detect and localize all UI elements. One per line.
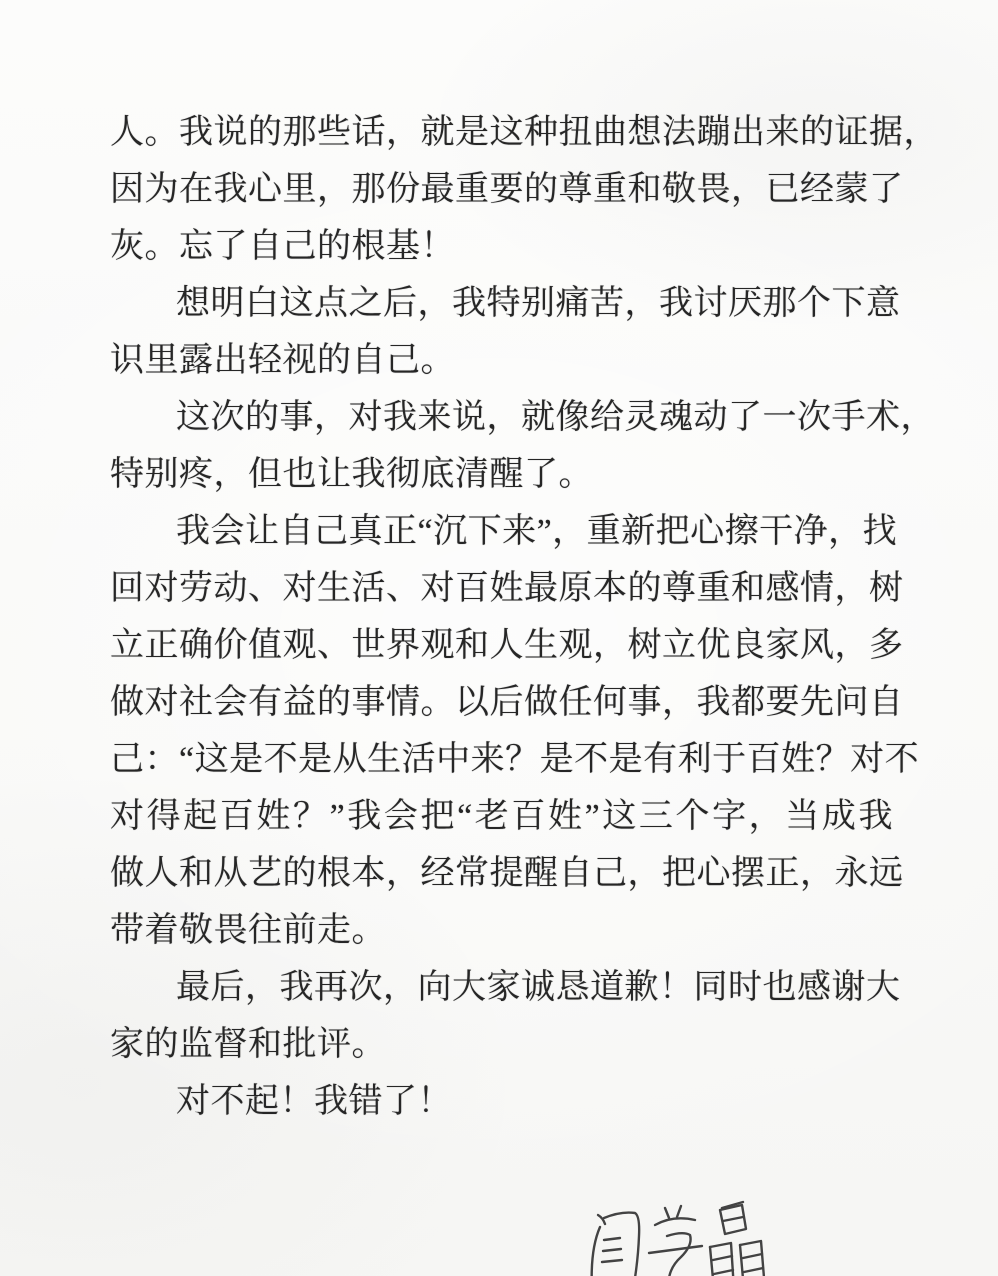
letter-body — [110, 104, 938, 1130]
letter-line: 立正确价值观、世界观和人生观，树立优良家风，多 — [110, 627, 904, 664]
letter-line: 家的监督和批评。 — [110, 1026, 386, 1063]
letter-line: 特别疼，但也让我彻底清醒了。 — [110, 456, 593, 493]
letter-line: 因为在我心里，那份最重要的尊重和敬畏，已经蒙了 — [110, 171, 904, 208]
letter-line: 己：“这是不是从生活中来？是不是有利于百姓？对不 — [110, 741, 920, 778]
letter-line: 做人和从艺的根本，经常提醒自己，把心摆正，永远 — [110, 855, 904, 892]
letter-line: 最后，我再次，向大家诚恳道歉！同时也感谢大 — [176, 969, 901, 1006]
letter-line: 想明白这点之后，我特别痛苦，我讨厌那个下意 — [176, 285, 901, 322]
letter-line: 做对社会有益的事情。以后做任何事，我都要先问自 — [110, 684, 904, 721]
letter-line: 对不起！我错了！ — [176, 1083, 452, 1120]
letter-line: 识里露出轻视的自己。 — [110, 342, 455, 379]
letter-line: 人。我说的那些话，就是这种扭曲想法蹦出来的证据， — [110, 114, 938, 151]
letter-line: 对得起百姓？”我会把“老百姓”这三个字，当成我 — [110, 798, 893, 835]
letter-line: 我会让自己真正“沉下来”，重新把心擦干净，找 — [176, 513, 898, 550]
letter-line: 这次的事，对我来说，就像给灵魂动了一次手术， — [176, 399, 935, 436]
handwritten-signature — [583, 1198, 797, 1276]
letter-line: 回对劳动、对生活、对百姓最原本的尊重和感情，树 — [110, 570, 904, 607]
signature-strokes — [583, 1198, 797, 1276]
letter-line: 带着敬畏往前走。 — [110, 912, 386, 949]
letter-line: 灰。忘了自己的根基！ — [110, 228, 455, 265]
